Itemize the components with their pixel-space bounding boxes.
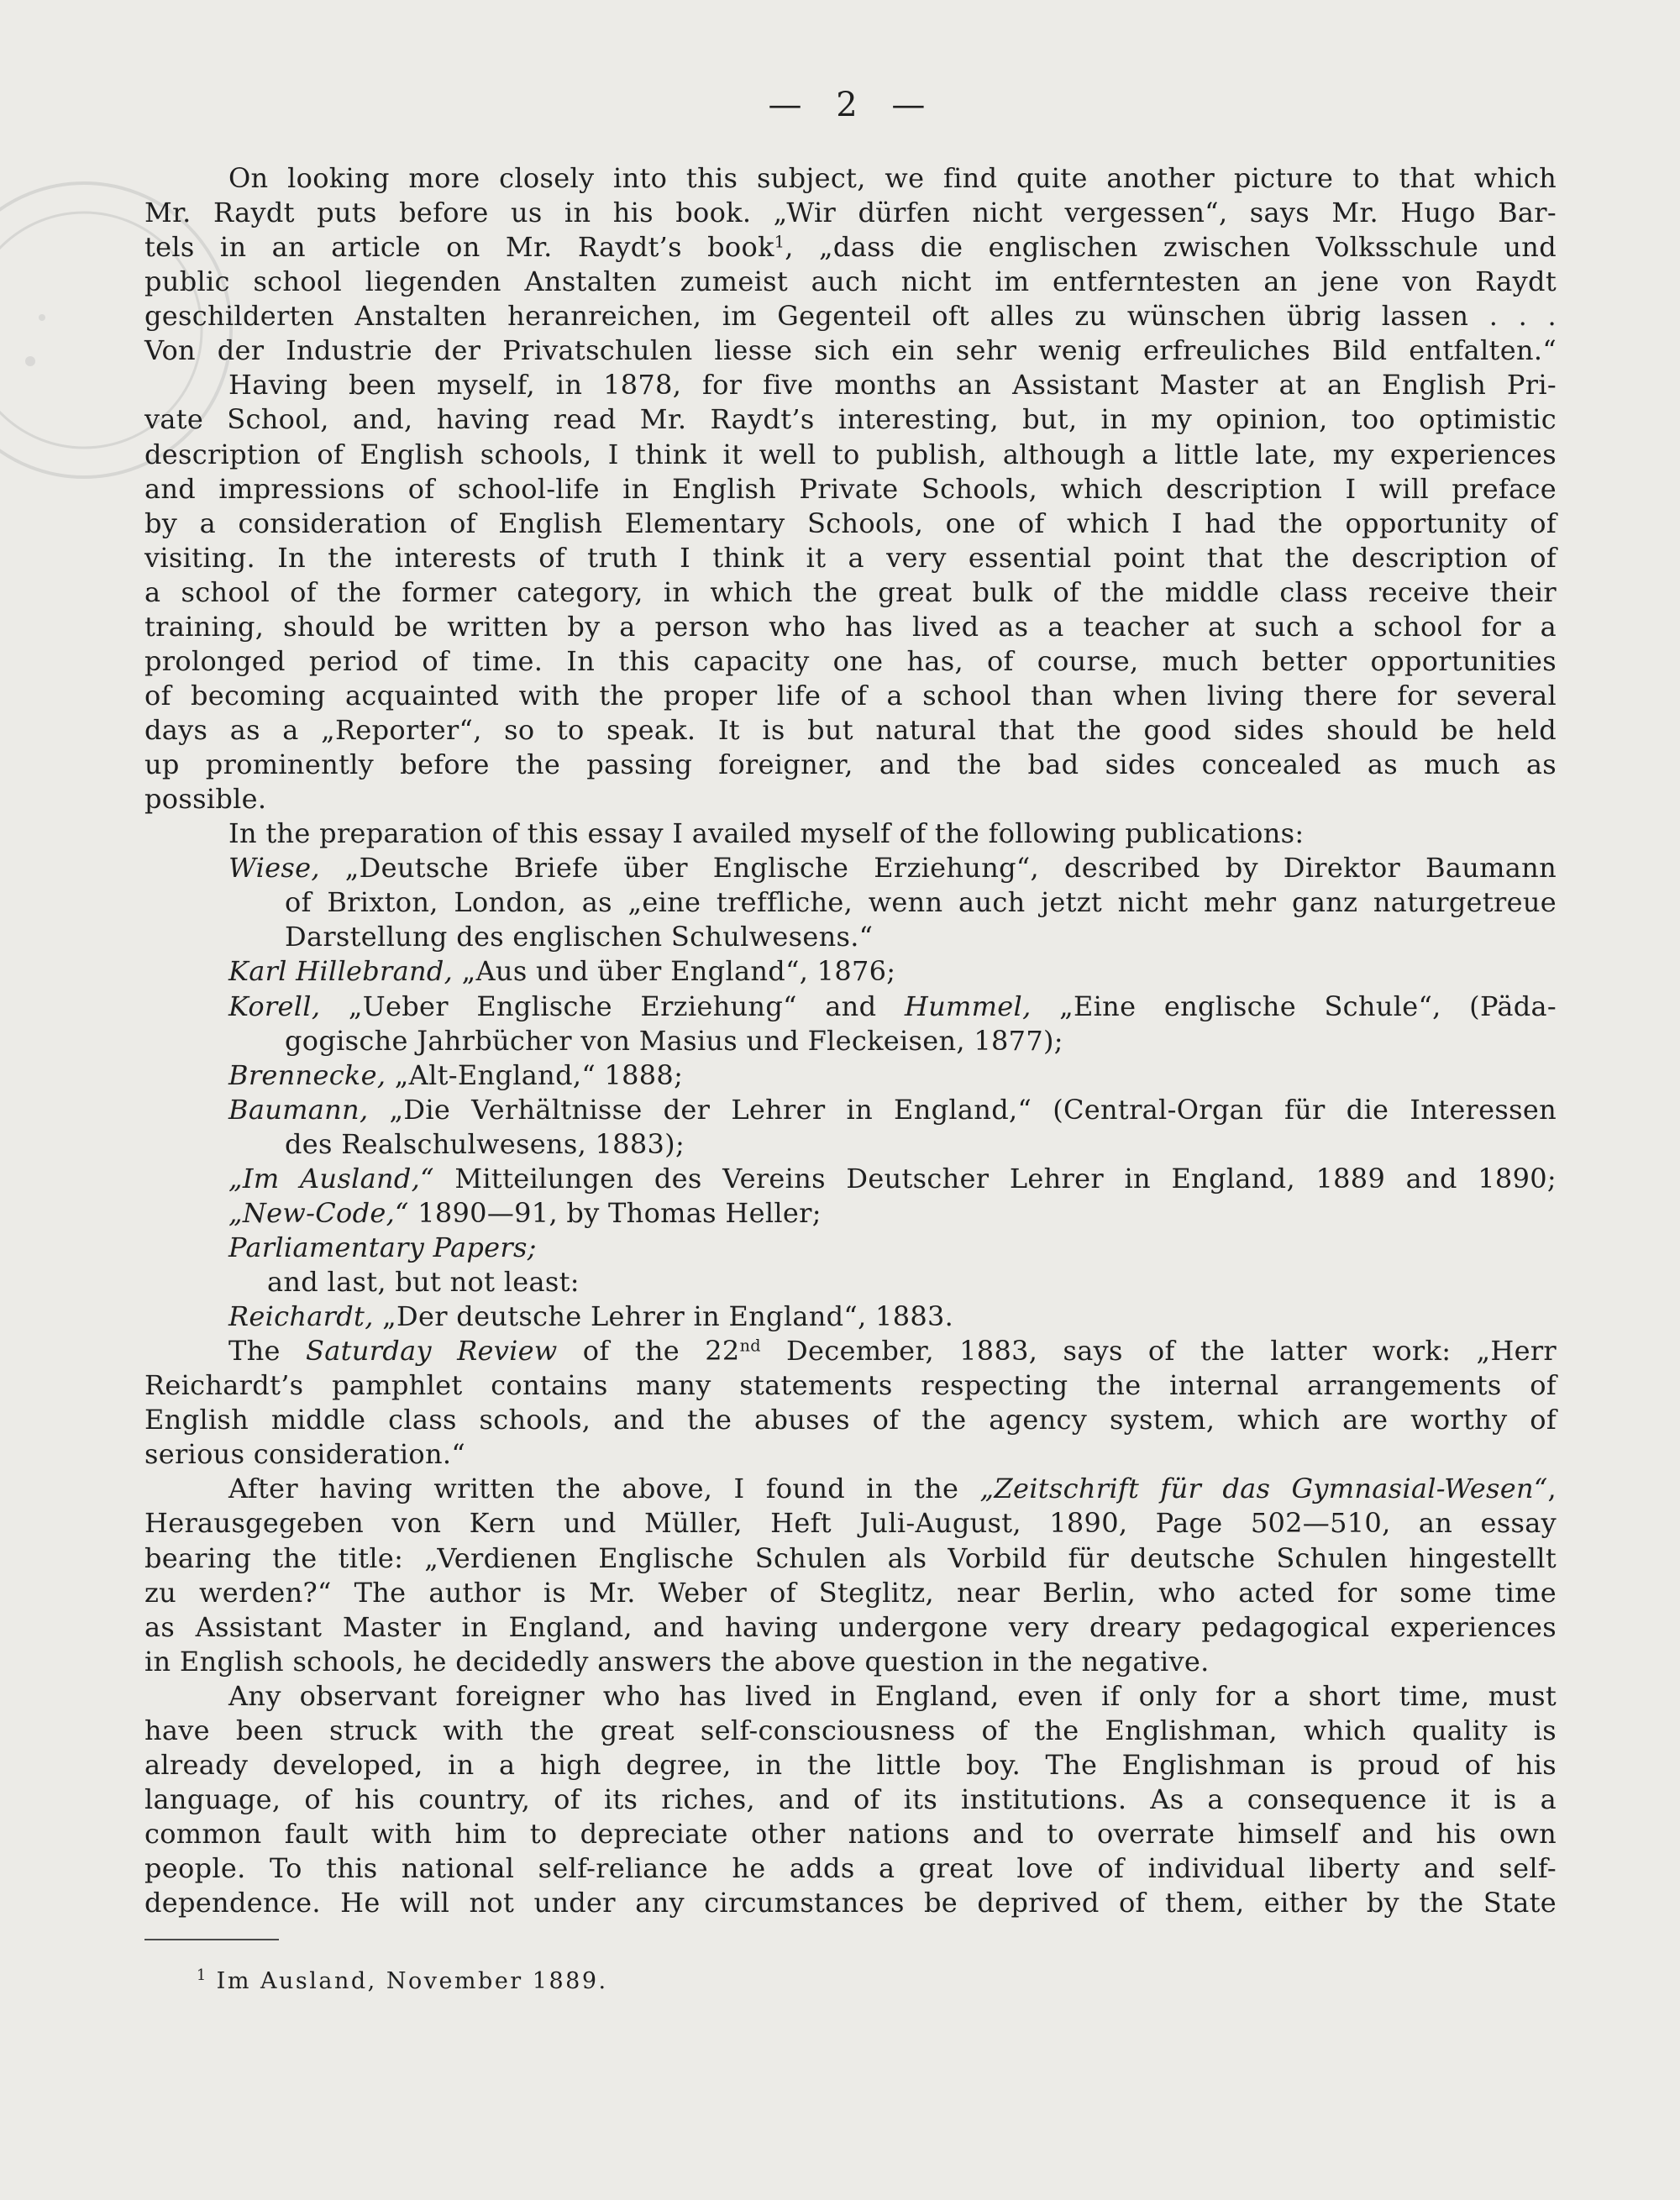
text-line (228, 1058, 1557, 1093)
text-line (144, 1817, 1557, 1851)
text-run: have been struck with the great self-consciousness of the Englishman, which quality is (144, 1714, 1557, 1746)
text-line (228, 1196, 1557, 1231)
text-run: Von der Industrie der Privatschulen liesse sich ein sehr wenig erfreuliches Bild entfalten.“ (144, 334, 1557, 367)
text-line (285, 885, 1557, 920)
text-run: December, 1883, says of the latter work: „Herr (760, 1335, 1557, 1368)
text-line (144, 610, 1557, 644)
text-run: training, should be written by a person who has lived as a teacher at such a school for a (144, 610, 1557, 643)
text-run: „Die Verhältnisse der Lehrer in England,“ (Central-Organ für die Interessen (368, 1093, 1557, 1126)
text-run: „Der deutsche Lehrer in England“, 1883. (373, 1300, 954, 1333)
text-run: Mitteilungen des Vereins Deutscher Lehrer in England, 1889 and 1890; (433, 1162, 1557, 1195)
text-line (228, 990, 1557, 1024)
text-line (228, 1679, 1557, 1714)
text-line (228, 851, 1557, 885)
body-text (0, 161, 1680, 1920)
paragraph (0, 368, 1680, 816)
text-run: „Eine englische Schule“, (Päda- (1031, 990, 1557, 1022)
emphasis: „Zeitschrift für das Gymnasial-Wesen“ (979, 1473, 1548, 1505)
text-line (228, 161, 1557, 196)
text-line (285, 1127, 1557, 1162)
text-line (144, 1851, 1557, 1886)
text-run: des Realschulwesens, 1883); (285, 1127, 685, 1160)
text-run: The (228, 1335, 307, 1368)
text-line (144, 1886, 1557, 1920)
emphasis: Parliamentary Papers; (228, 1231, 537, 1263)
text-line (228, 1162, 1557, 1196)
text-run: After having written the above, I found in the (228, 1473, 980, 1505)
text-run: geschilderten Anstalten heranreichen, im Gegenteil oft alles zu wünschen übrig lassen . . . (144, 300, 1557, 333)
text-line (144, 1403, 1557, 1437)
text-line (144, 1541, 1557, 1576)
text-line (144, 1783, 1557, 1817)
footnote-text: Im Ausland, November 1889. (216, 1968, 608, 1994)
superscript: 1 (774, 232, 785, 252)
text-line (267, 1265, 1557, 1300)
text-run: serious consideration.“ (144, 1438, 466, 1471)
text-run: tels in an article on Mr. Raydt’s book (144, 231, 774, 264)
text-run: bearing the title: „Verdienen Englische Schulen als Vorbild für deutsche Schulen hingestellt (144, 1541, 1557, 1574)
text-line (144, 748, 1557, 782)
text-line (144, 679, 1557, 713)
text-line (228, 1231, 1557, 1265)
text-run: possible. (144, 783, 267, 816)
page-number: — 2 — (768, 86, 926, 124)
paragraph (0, 816, 1680, 1334)
text-line (228, 1334, 1557, 1368)
emphasis: Wiese, (228, 852, 320, 885)
text-run: in English schools, he decidedly answers the above question in the negative. (144, 1645, 1210, 1678)
text-run: , (1547, 1473, 1557, 1505)
text-run: Having been myself, in 1878, for five months an Assistant Master at an English Pri- (228, 369, 1557, 402)
text-line (144, 575, 1557, 610)
text-line (285, 1024, 1557, 1058)
text-run: „Ueber Englische Erziehung“ and (320, 990, 905, 1022)
text-run: and last, but not least: (267, 1266, 580, 1298)
text-run: „Alt-England,“ 1888; (386, 1058, 684, 1091)
text-line (228, 816, 1557, 851)
text-run: of becoming acquainted with the proper life of a school than when living there for several (144, 679, 1557, 711)
emphasis: Brennecke, (228, 1058, 386, 1091)
emphasis: Hummel, (904, 990, 1032, 1022)
text-run: of the 22 (557, 1335, 740, 1368)
text-line (144, 333, 1557, 368)
text-run: English middle class schools, and the abuses of the agency system, which are worthy of (144, 1404, 1557, 1436)
emphasis: Karl Hillebrand, (228, 955, 454, 988)
text-run: public school liegenden Anstalten zumeist auch nicht im entferntesten an jene von Raydt (144, 265, 1557, 298)
text-run: Herausgegeben von Kern und Müller, Heft Juli-August, 1890, Page 502—510, an essay (144, 1507, 1557, 1540)
text-run: In the preparation of this essay I availed myself of the following publications: (228, 817, 1305, 850)
text-line (144, 402, 1557, 437)
text-line (144, 472, 1557, 507)
text-line (228, 1472, 1557, 1506)
text-run: dependence. He will not under any circumstances be deprived of them, either by the State (144, 1887, 1557, 1919)
text-run: and impressions of school-life in English Private Schools, which description I will preface (144, 472, 1557, 505)
text-run: zu werden?“ The author is Mr. Weber of Steglitz, near Berlin, who acted for some time (144, 1576, 1557, 1609)
text-run: On looking more closely into this subject, we find quite another picture to that which (228, 162, 1557, 194)
emphasis: „New-Code,“ (228, 1196, 409, 1229)
paragraph (0, 161, 1680, 368)
text-line (228, 954, 1557, 989)
text-line (144, 644, 1557, 679)
text-line (285, 920, 1557, 954)
text-run: description of English schools, I think it well to publish, although a little late, my experiences (144, 438, 1557, 470)
emphasis: „Im Ausland,“ (228, 1162, 434, 1195)
paragraph (0, 1472, 1680, 1678)
text-line (144, 782, 1557, 816)
superscript: nd (739, 1336, 761, 1356)
text-line (144, 541, 1557, 575)
text-run: visiting. In the interests of truth I think it a very essential point that the description of (144, 541, 1557, 574)
text-run: of Brixton, London, as „eine treffliche, wenn auch jetzt nicht mehr ganz naturgetreue (285, 886, 1557, 919)
text-run: vate School, and, having read Mr. Raydt’s interesting, but, in my opinion, too optimistic (144, 403, 1557, 436)
text-run: language, of his country, of its riches, and of its institutions. As a consequence it is a (144, 1783, 1557, 1815)
text-line (144, 196, 1557, 230)
text-line (144, 265, 1557, 299)
text-line (228, 1093, 1557, 1127)
footnote (197, 1965, 608, 1998)
text-line (228, 368, 1557, 402)
text-run: people. To this national self-reliance he adds a great love of individual liberty and self- (144, 1852, 1557, 1885)
text-line (144, 1748, 1557, 1783)
text-run: Any observant foreigner who has lived in England, even if only for a short time, must (228, 1679, 1557, 1712)
text-line (228, 1300, 1557, 1334)
text-run: prolonged period of time. In this capacity one has, of course, much better opportunities (144, 644, 1557, 677)
text-line (144, 230, 1557, 265)
footnote-rule (144, 1939, 279, 1940)
text-run: , „dass die englischen zwischen Volksschule und (785, 231, 1557, 264)
text-run: Darstellung des englischen Schulwesens.“ (285, 921, 874, 953)
text-run: Mr. Raydt puts before us in his book. „Wir dürfen nicht vergessen“, says Mr. Hugo Bar- (144, 197, 1557, 229)
text-line (144, 507, 1557, 541)
paragraph (0, 1334, 1680, 1472)
text-run: as Assistant Master in England, and having undergone very dreary pedagogical experiences (144, 1610, 1557, 1643)
text-run: gogische Jahrbücher von Masius und Fleckeisen, 1877); (285, 1024, 1063, 1057)
text-line (144, 1506, 1557, 1541)
emphasis: Saturday Review (306, 1335, 558, 1368)
text-run: Reichardt’s pamphlet contains many statements respecting the internal arrangements of (144, 1369, 1557, 1402)
text-run: days as a „Reporter“, so to speak. It is but natural that the good sides should be held (144, 714, 1557, 746)
emphasis: Baumann, (228, 1093, 369, 1126)
text-run: already developed, in a high degree, in the little boy. The Englishman is proud of his (144, 1748, 1557, 1781)
emphasis: Korell, (228, 990, 321, 1022)
emphasis: Reichardt, (228, 1300, 374, 1333)
text-line (144, 1610, 1557, 1645)
text-run: common fault with him to depreciate other nations and to overrate himself and his own (144, 1818, 1557, 1850)
text-line (144, 1714, 1557, 1748)
text-line (144, 1437, 1557, 1472)
text-line (144, 713, 1557, 748)
text-run: up prominently before the passing foreigner, and the bad sides concealed as much as (144, 748, 1557, 781)
text-line (144, 1576, 1557, 1610)
text-line (144, 1368, 1557, 1403)
text-run: „Aus und über England“, 1876; (453, 955, 896, 988)
text-line (144, 299, 1557, 333)
text-line (144, 438, 1557, 472)
text-run: 1890—91, by Thomas Heller; (408, 1196, 822, 1229)
paragraph (0, 1679, 1680, 1920)
text-run: by a consideration of English Elementary Schools, one of which I had the opportunity of (144, 507, 1557, 539)
text-run: a school of the former category, in which the great bulk of the middle class receive their (144, 575, 1557, 608)
footnote-marker: 1 (197, 1967, 208, 1985)
text-run: „Deutsche Briefe über Englische Erziehung“, described by Direktor Baumann (319, 852, 1557, 885)
text-line (144, 1645, 1557, 1679)
